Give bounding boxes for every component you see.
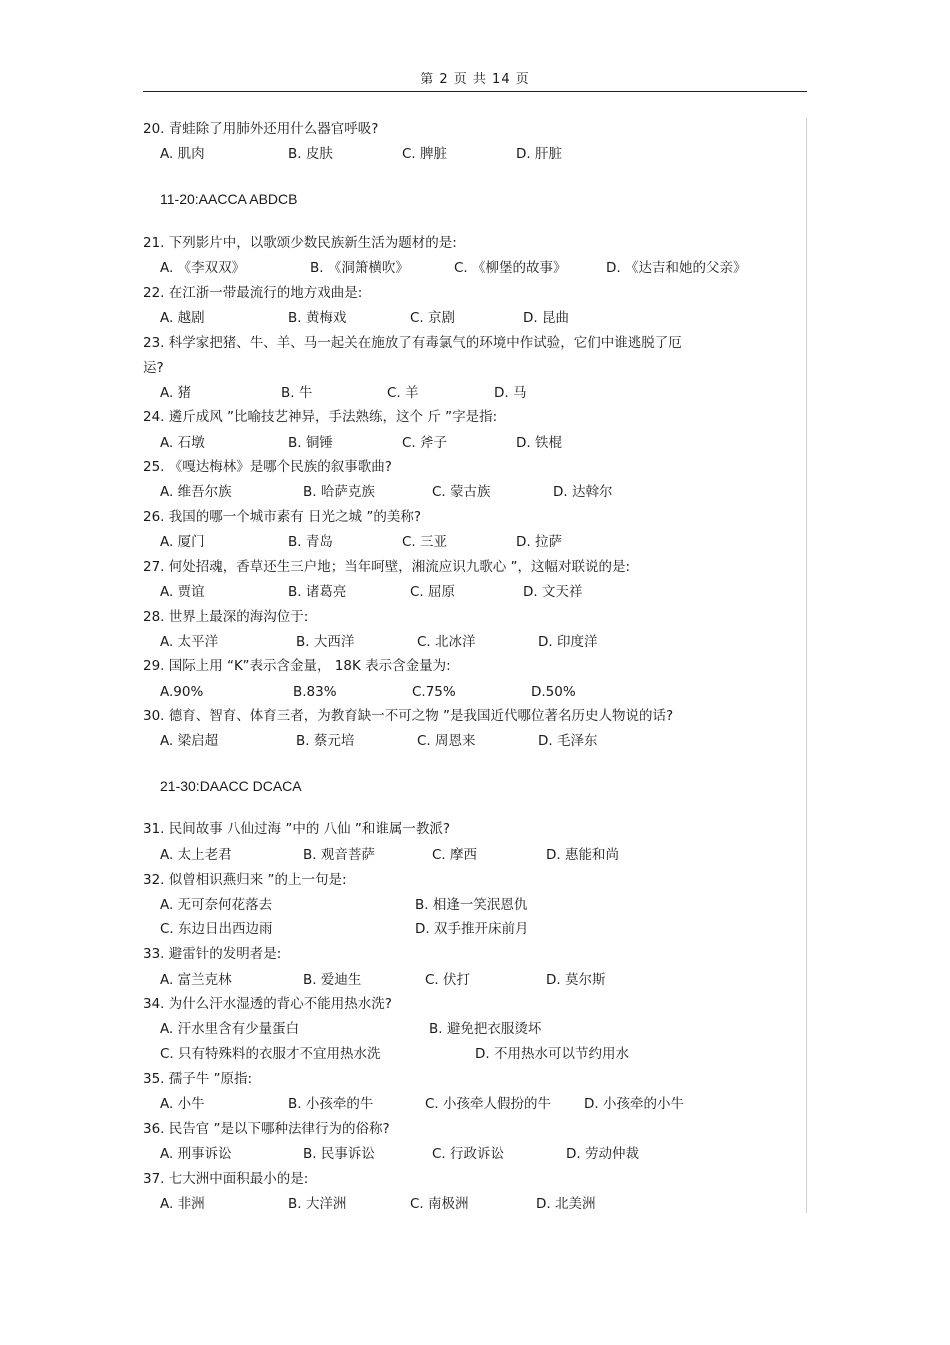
header-divider [143, 91, 807, 92]
question-21-option-c: C. 《柳堡的故事》 [454, 260, 567, 276]
question-26-option-a: A. 厦门 [160, 534, 205, 550]
question-29-option-a: A.90% [160, 684, 204, 700]
question-37-stem: 37. 七大洲中面积最小的是: [143, 1171, 309, 1187]
question-20-option-b: B. 皮肤 [288, 146, 333, 162]
question-35-option-d: D. 小孩牵的小牛 [584, 1096, 684, 1112]
question-21-stem: 21. 下列影片中，以歌颂少数民族新生活为题材的是: [143, 235, 457, 251]
answer-key-21-30: 21-30:DAACC DCACA [160, 778, 302, 794]
question-33-option-b: B. 爱迪生 [303, 972, 362, 988]
question-20-stem: 20. 青蛙除了用肺外还用什么器官呼吸? [143, 121, 379, 137]
question-36-stem: 36. 民告官 ”是以下哪种法律行为的俗称? [143, 1121, 390, 1137]
question-26-stem: 26. 我国的哪一个城市素有 日光之城 ”的美称? [143, 509, 422, 525]
question-30-option-c: C. 周恩来 [417, 733, 476, 749]
question-21-option-a: A. 《李双双》 [160, 260, 246, 276]
question-33-option-a: A. 富兰克林 [160, 972, 232, 988]
question-29-option-d: D.50% [531, 684, 576, 700]
question-32-stem: 32. 似曾相识燕归来 ”的上一句是: [143, 872, 347, 888]
question-28-option-d: D. 印度洋 [538, 634, 598, 650]
question-30-option-b: B. 蔡元培 [296, 733, 355, 749]
question-23-option-c: C. 羊 [387, 385, 419, 401]
question-35-option-a: A. 小牛 [160, 1096, 205, 1112]
answer-key-11-20: 11-20:AACCA ABDCB [160, 191, 298, 207]
question-26-option-c: C. 三亚 [402, 534, 448, 550]
question-34-option-c: C. 只有特殊料的衣服才不宜用热水洗 [160, 1046, 381, 1062]
question-34-stem: 34. 为什么汗水湿透的背心不能用热水洗? [143, 996, 392, 1012]
question-32-option-a: A. 无可奈何花落去 [160, 897, 273, 913]
question-29-option-b: B.83% [293, 684, 337, 700]
question-21-option-b: B. 《洞箫横吹》 [310, 260, 409, 276]
question-30-stem: 30. 德育、智育、体育三者，为教育缺一不可之物 ”是我国近代哪位著名历史人物说的话? [143, 708, 674, 724]
question-27-stem: 27. 何处招魂，香草还生三户地；当年呵壁，湘流应识九歌心 ”，这幅对联说的是: [143, 559, 631, 575]
question-25-option-b: B. 哈萨克族 [303, 484, 375, 500]
question-23-option-d: D. 马 [494, 385, 527, 401]
question-20-option-a: A. 肌肉 [160, 146, 205, 162]
question-31-option-b: B. 观音菩萨 [303, 847, 375, 863]
question-22-option-c: C. 京剧 [410, 310, 456, 326]
question-30-option-d: D. 毛泽东 [538, 733, 598, 749]
question-37-option-a: A. 非洲 [160, 1196, 205, 1212]
question-30-option-a: A. 梁启超 [160, 733, 219, 749]
question-20-option-d: D. 肝脏 [516, 146, 562, 162]
question-35-option-b: B. 小孩牵的牛 [288, 1096, 374, 1112]
question-35-stem: 35. 孺子牛 ”原指: [143, 1071, 253, 1087]
question-29-option-c: C.75% [412, 684, 456, 700]
question-36-option-d: D. 劳动仲裁 [566, 1146, 639, 1162]
question-29-stem: 29. 国际上用 “K”表示含金量， 18K 表示含金量为: [143, 658, 451, 674]
question-28-option-a: A. 太平洋 [160, 634, 219, 650]
question-32-option-d: D. 双手推开床前月 [415, 921, 529, 937]
question-27-option-a: A. 贾谊 [160, 584, 205, 600]
question-31-option-d: D. 惠能和尚 [546, 847, 619, 863]
question-28-option-b: B. 大西洋 [296, 634, 355, 650]
question-33-stem: 33. 避雷针的发明者是: [143, 946, 282, 962]
question-36-option-b: B. 民事诉讼 [303, 1146, 375, 1162]
question-28-stem: 28. 世界上最深的海沟位于: [143, 609, 309, 625]
question-28-option-c: C. 北冰洋 [417, 634, 476, 650]
question-36-option-c: C. 行政诉讼 [432, 1146, 505, 1162]
question-24-option-c: C. 斧子 [402, 435, 448, 451]
question-27-option-d: D. 文天祥 [523, 584, 583, 600]
question-33-option-d: D. 莫尔斯 [546, 972, 606, 988]
question-21-option-d: D. 《达吉和她的父亲》 [606, 260, 747, 276]
question-24-option-d: D. 铁棍 [516, 435, 562, 451]
question-24-stem: 24. 遴斤成风 ”比喻技艺神异，手法熟练，这个 斤 ”字是指: [143, 409, 498, 425]
question-37-option-d: D. 北美洲 [536, 1196, 596, 1212]
question-22-option-b: B. 黄梅戏 [288, 310, 347, 326]
question-24-option-b: B. 铜锤 [288, 435, 333, 451]
question-25-option-c: C. 蒙古族 [432, 484, 491, 500]
page-header: 第 2 页 共 14 页 [420, 72, 530, 87]
question-34-option-d: D. 不用热水可以节约用水 [475, 1046, 629, 1062]
question-25-stem: 25. 《嘎达梅林》是哪个民族的叙事歌曲? [143, 459, 392, 475]
question-31-stem: 31. 民间故事 八仙过海 ”中的 八仙 ”和谁属一教派? [143, 821, 451, 837]
question-25-option-d: D. 达斡尔 [553, 484, 613, 500]
question-22-option-d: D. 昆曲 [523, 310, 569, 326]
question-33-option-c: C. 伏打 [425, 972, 471, 988]
question-23-stem-line1: 23. 科学家把猪、牛、羊、马一起关在施放了有毒氯气的环境中作试验，它们中谁逃脱了厄 [143, 335, 682, 351]
question-23-option-b: B. 牛 [281, 385, 313, 401]
question-27-option-b: B. 诸葛亮 [288, 584, 347, 600]
question-26-option-b: B. 青岛 [288, 534, 333, 550]
question-36-option-a: A. 刑事诉讼 [160, 1146, 232, 1162]
question-32-option-b: B. 相逢一笑泯恩仇 [415, 897, 528, 913]
question-34-option-b: B. 避免把衣服烫坏 [429, 1021, 542, 1037]
question-20-option-c: C. 脾脏 [402, 146, 448, 162]
question-23-option-a: A. 猪 [160, 385, 192, 401]
right-margin-line [806, 118, 807, 1213]
question-37-option-b: B. 大洋洲 [288, 1196, 347, 1212]
question-24-option-a: A. 石墩 [160, 435, 205, 451]
question-35-option-c: C. 小孩牵人假扮的牛 [425, 1096, 552, 1112]
question-27-option-c: C. 屈原 [410, 584, 456, 600]
question-25-option-a: A. 维吾尔族 [160, 484, 232, 500]
question-31-option-a: A. 太上老君 [160, 847, 232, 863]
question-23-stem-line2: 运? [143, 360, 164, 376]
question-26-option-d: D. 拉萨 [516, 534, 562, 550]
question-37-option-c: C. 南极洲 [410, 1196, 469, 1212]
question-22-stem: 22. 在江浙一带最流行的地方戏曲是: [143, 285, 363, 301]
question-32-option-c: C. 东边日出西边雨 [160, 921, 273, 937]
question-34-option-a: A. 汗水里含有少量蛋白 [160, 1021, 300, 1037]
question-22-option-a: A. 越剧 [160, 310, 205, 326]
question-31-option-c: C. 摩西 [432, 847, 478, 863]
